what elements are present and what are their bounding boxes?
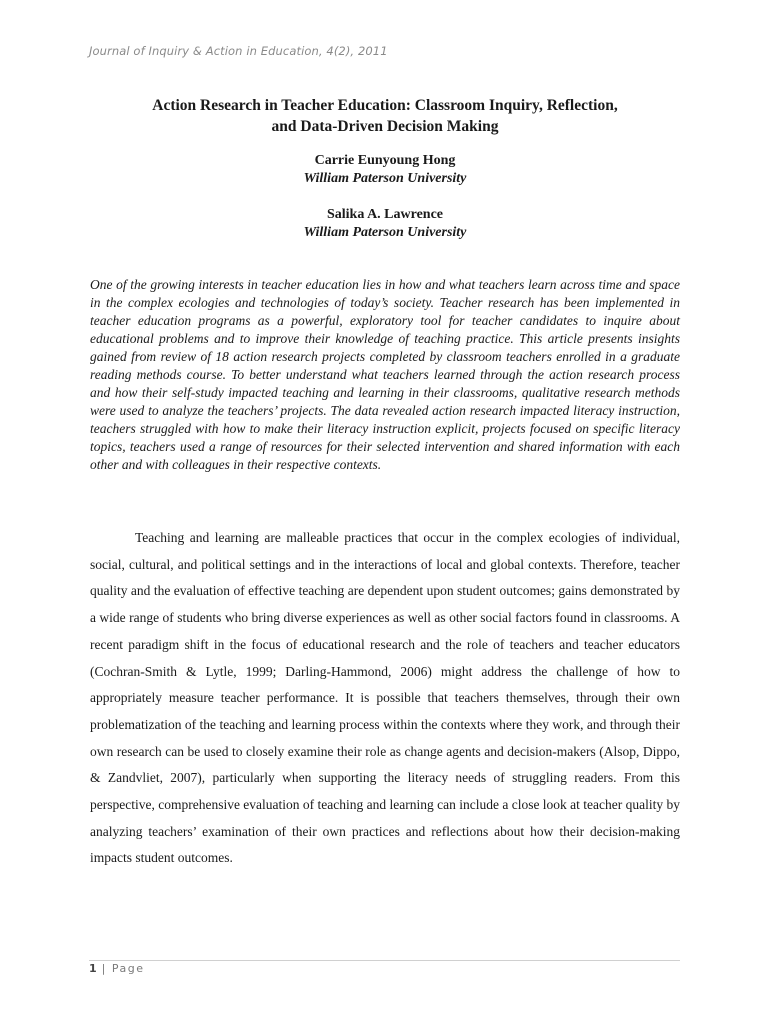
- author-name: Salika A. Lawrence: [326, 207, 444, 222]
- page-number: 1: [89, 962, 97, 975]
- abstract: One of the growing interests in teacher education lies in how and what teachers learn across time and space in the complex ecologies and technologies of today’s society. Teacher research has been implemented in teacher education programs as a powerful, exploratory tool for teacher candidates to inquire about educational problems and to improve their knowledge of teaching practice. This article presents insights gained from review of 18 action research projects completed by classroom teachers enrolled in a graduate reading methods course. To better understand what teachers learned through the action research process and how their self-study impacted teaching and learning in their classrooms, qualitative research methods were used to analyze the teachers’ projects. The data revealed action research impacted literacy instruction, teachers struggled with how to make their literacy instruction explicit, projects focused on specific literacy topics, teachers used a range of resources for their selected intervention and shared information with each other and with colleagues in their respective contexts.: [90, 277, 680, 472]
- page-footer: [89, 962, 145, 975]
- author-name: Carrie Eunyoung Hong: [314, 153, 456, 168]
- body-paragraph: Teaching and learning are malleable practices that occur in the complex ecologies of individual, social, cultural, and political settings and in the interactions of local and global contexts. Therefore, teacher quality and the evaluation of effective teaching are dependent upon student outcomes; gains demonstrated by a wide range of students who bring diverse experiences as well as other social factors found in classrooms. A recent paradigm shift in the focus of educational research and the role of teachers and teacher educators (Cochran-Smith & Lytle, 1999; Darling-Hammond, 2006) might address the challenge of how to appropriately measure teacher performance. It is possible that teachers themselves, through their own problematization of the teaching and learning process within the contexts where they work, and through their own research can be used to closely examine their role as change agents and decision-makers (Alsop, Dippo, & Zandvliet, 2007), particularly when supporting the literacy needs of struggling readers. From this perspective, comprehensive evaluation of teaching and learning can include a close look at teacher quality by analyzing teachers’ examination of their own practices and reflections about how their decision-making impacts student outcomes.: [90, 530, 681, 866]
- author-block-2: [90, 206, 680, 242]
- article-title-line-1: Action Research in Teacher Education: Classroom Inquiry, Reflection,: [152, 97, 618, 114]
- article-title: [90, 95, 680, 137]
- author-affiliation: William Paterson University: [303, 171, 467, 186]
- running-header: Journal of Inquiry & Action in Education, 4(2), 2011: [89, 44, 388, 58]
- author-affiliation: William Paterson University: [303, 225, 467, 240]
- author-block-1: [90, 152, 680, 188]
- footer-separator: |: [101, 962, 107, 975]
- footer-divider: [89, 960, 680, 961]
- article-title-line-2: and Data-Driven Decision Making: [271, 118, 499, 135]
- page-label: Page: [111, 962, 145, 975]
